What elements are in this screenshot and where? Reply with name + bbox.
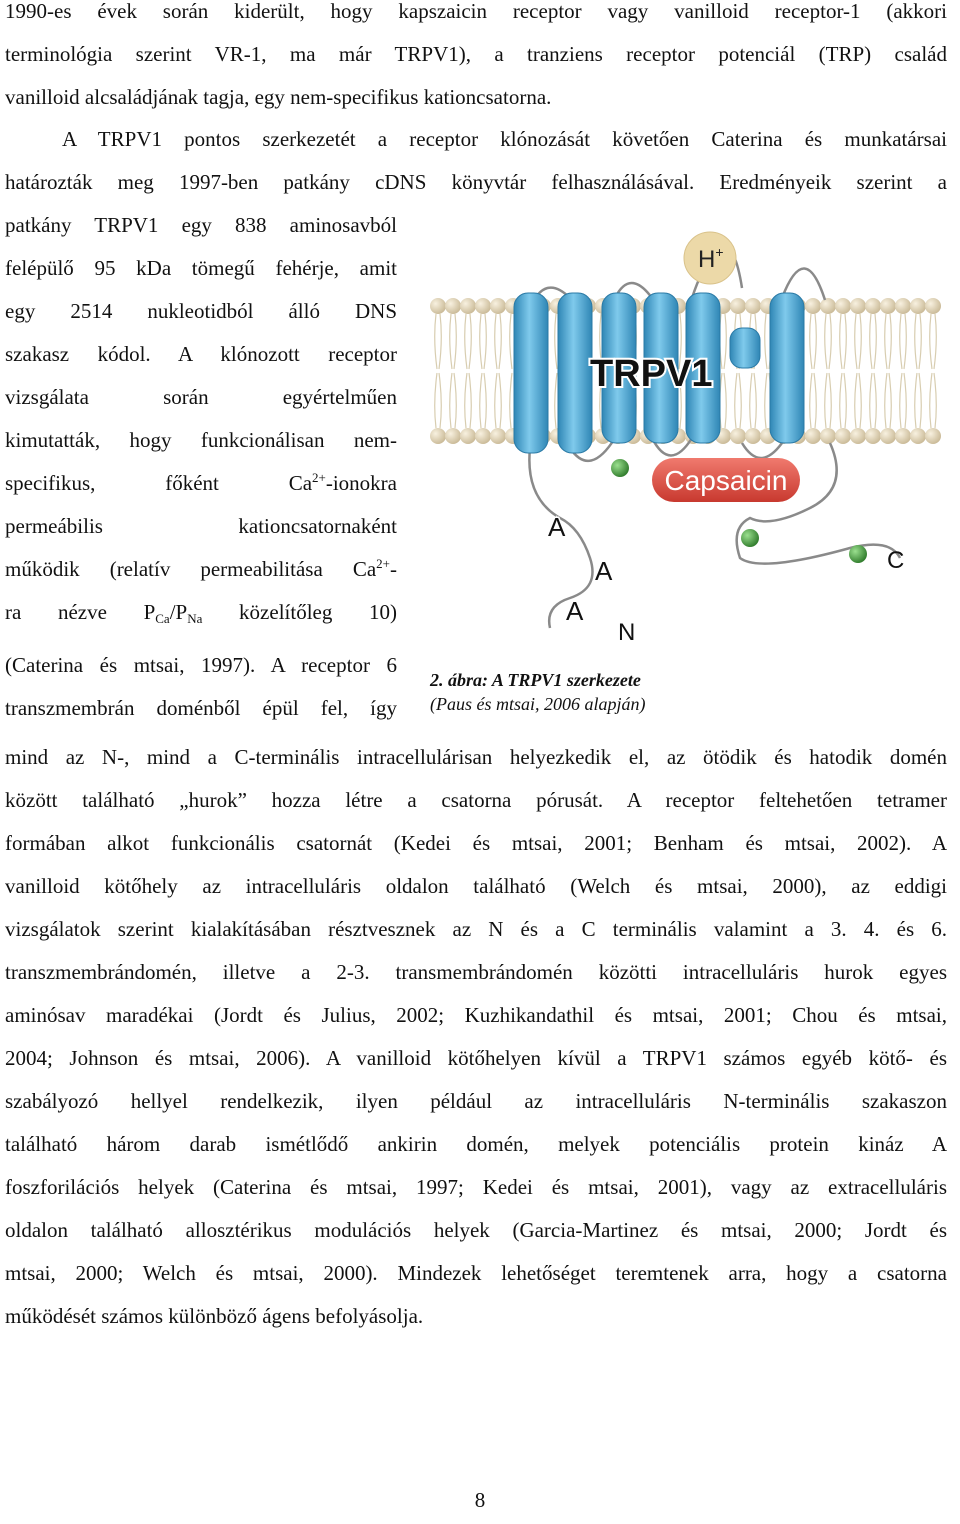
text-run: ra nézve P	[5, 600, 156, 624]
n-terminal-label: N	[618, 619, 636, 646]
lipid-head	[820, 298, 836, 314]
text-run: /P	[169, 600, 188, 624]
text-line: transzmembrán doménből épül fel, így	[5, 696, 397, 720]
lipid-tail	[435, 314, 442, 428]
subscript: Na	[187, 611, 203, 626]
trpv1-figure	[430, 228, 950, 658]
lipid-tail	[480, 314, 487, 428]
lipid-head	[910, 428, 926, 444]
lipid-head	[880, 428, 896, 444]
helix-2	[558, 293, 592, 453]
paragraph-2-continued	[5, 736, 947, 1338]
pore-helix	[730, 328, 760, 368]
text-line: vizsgálata során egyértelműen	[5, 385, 397, 409]
lipid-head	[490, 298, 506, 314]
helix-6	[770, 293, 804, 443]
lipid-tail	[840, 314, 847, 428]
lipid-tail	[855, 314, 862, 428]
lipid-head	[865, 298, 881, 314]
text-run: főként	[165, 471, 219, 495]
lipid-head	[445, 298, 461, 314]
text-line: között található „hurok” hozza létre a csatorna pórusát. A receptor feltehetően tetramer	[5, 788, 947, 812]
text-line: egy 2514 nukleotidból álló DNS	[5, 299, 397, 323]
text-line: (Caterina és mtsai, 1997). A receptor 6	[5, 653, 397, 677]
superscript: 2+	[312, 470, 326, 485]
text-line	[5, 591, 397, 634]
text-line: patkány TRPV1 egy 838 aminosavból	[5, 213, 397, 237]
lipid-head	[865, 428, 881, 444]
text-run: specifikus,	[5, 471, 96, 495]
lipid-head	[730, 428, 746, 444]
lipid-head	[430, 298, 446, 314]
text-line: található három darab ismétlődő ankirin domén, melyek potenciális protein kináz A	[5, 1132, 947, 1156]
binding-site-ball	[611, 459, 629, 477]
lipid-head	[895, 298, 911, 314]
lipid-head	[460, 428, 476, 444]
trpv1-diagram	[430, 228, 950, 658]
text-line: 2004; Johnson és mtsai, 2006). A vanilloid kötőhelyen kívül a TRPV1 számos egyéb kötő- és	[5, 1046, 947, 1070]
ankyrin-label-a: A	[548, 512, 566, 542]
lipid-head	[820, 428, 836, 444]
text-line: szabályozó hellyel rendelkezik, ilyen például az intracelluláris N-terminális szakaszon	[5, 1089, 947, 1113]
text-line: vanilloid alcsaládjának tagja, egy nem-specifikus kationcsatorna.	[5, 85, 552, 109]
paragraph-2-intro	[5, 118, 947, 204]
text-run: működik (relatív permeabilitása Ca	[5, 557, 377, 581]
binding-site-ball	[849, 545, 867, 563]
text-line: oldalon található allosztérikus modulációs helyek (Garcia-Martinez és mtsai, 2000; Jordt és	[5, 1218, 947, 1242]
text-run: kationcsatornaként	[238, 514, 397, 538]
lipid-head	[430, 428, 446, 444]
lipid-head	[895, 428, 911, 444]
lipid-head	[490, 428, 506, 444]
text-line	[5, 505, 397, 548]
capsaicin-label: Capsaicin	[664, 465, 788, 496]
lipid-head	[805, 298, 821, 314]
text-run: $Ca^{2+}$-ionokra	[288, 470, 398, 495]
text-line: határozták meg 1997-ben patkány cDNS könyvtár felhasználásával. Eredményeik szerint a	[5, 170, 947, 194]
text-line: terminológia szerint VR-1, ma már TRPV1), a tranziens receptor potenciál (TRP) család	[5, 42, 947, 66]
text-line	[5, 548, 397, 591]
caption-title: 2. ábra: A TRPV1 szerkezete	[430, 670, 641, 690]
text-run: közelítőleg 10)	[202, 600, 397, 624]
lipid-head	[835, 298, 851, 314]
lipid-head	[460, 298, 476, 314]
text-line: szakasz kódol. A klónozott receptor	[5, 342, 397, 366]
lipid-head	[805, 428, 821, 444]
lipid-head	[850, 428, 866, 444]
text-line: vizsgálatok szerint kialakításában résztvesznek az N és a C terminális valamint a 3. 4. és 6.	[5, 917, 947, 941]
lipid-tail	[930, 314, 937, 428]
text-line: működését számos különböző ágens befolyásolja.	[5, 1304, 424, 1328]
lipid-head	[730, 298, 746, 314]
lipid-tail	[720, 314, 727, 428]
lipid-head	[835, 428, 851, 444]
lipid-head	[475, 298, 491, 314]
text-line: A TRPV1 pontos szerkezetét a receptor klónozását követően Caterina és munkatársai	[62, 127, 947, 151]
helix-1	[514, 293, 548, 453]
lipid-head	[475, 428, 491, 444]
text-line: formában alkot funkcionális csatornát (Kedei és mtsai, 2001; Benham és mtsai, 2002). A	[5, 831, 947, 855]
ankyrin-label-a: A	[566, 596, 584, 626]
lipid-tail	[450, 314, 457, 428]
lipid-head	[925, 298, 941, 314]
lipid-tail	[465, 314, 472, 428]
figure-caption	[430, 668, 950, 716]
lipid-head	[445, 428, 461, 444]
lipid-head	[745, 298, 761, 314]
hplus-label: H+	[698, 244, 724, 273]
text-line: vanilloid kötőhely az intracelluláris oldalon található (Welch és mtsai, 2000), az eddigi	[5, 874, 947, 898]
text-line: aminósav maradékai (Jordt és Julius, 2002; Kuzhikandathil és mtsai, 2001; Chou és mtsai,	[5, 1003, 947, 1027]
text-line: 1990-es évek során kiderült, hogy kapszaicin receptor vagy vanilloid receptor-1 (akkori	[5, 0, 947, 23]
text-line: foszforilációs helyek (Caterina és mtsai, 1997; Kedei és mtsai, 2001), vagy az extracelluláris	[5, 1175, 947, 1199]
lipid-head	[745, 428, 761, 444]
text-run: -	[390, 557, 397, 581]
lipid-head	[925, 428, 941, 444]
lipid-tail	[825, 314, 832, 428]
lipid-tail	[495, 314, 502, 428]
lipid-tail	[900, 314, 907, 428]
text-line: felépülő 95 kDa tömegű fehérje, amit	[5, 256, 397, 280]
text-line: transzmembrándomén, illetve a 2-3. transmembrándomén közötti intracelluláris hurok egyes	[5, 960, 947, 984]
lipid-head	[880, 298, 896, 314]
paragraph-1	[5, 0, 947, 119]
subscript: Ca	[155, 611, 170, 626]
page-number: 8	[474, 1488, 486, 1512]
text-run: permeábilis	[5, 514, 103, 538]
ankyrin-label-a: A	[595, 556, 613, 586]
lipid-tail	[810, 314, 817, 428]
lipid-head	[910, 298, 926, 314]
text-line: mtsai, 2000; Welch és mtsai, 2000). Mindezek lehetőséget teremtenek arra, hogy a csatorna	[5, 1261, 947, 1285]
lipid-tail	[915, 314, 922, 428]
caption-source: (Paus és mtsai, 2006 alapján)	[430, 694, 646, 714]
lipid-tail	[870, 314, 877, 428]
text-line: mind az N-, mind a C-terminális intracellulárisan helyezkedik el, az ötödik és hatodik domén	[5, 745, 947, 769]
lipid-tail	[885, 314, 892, 428]
paragraph-2-narrow	[5, 204, 397, 730]
binding-site-ball	[741, 529, 759, 547]
trpv1-label: TRPV1	[590, 353, 713, 395]
superscript: 2+	[376, 556, 390, 571]
hplus-badge	[684, 232, 736, 284]
c-terminal-label: C	[887, 547, 905, 574]
text-line	[5, 462, 397, 505]
text-line: kimutatták, hogy funkcionálisan nem-	[5, 428, 397, 452]
capsaicin-badge	[652, 458, 800, 502]
lipid-head	[850, 298, 866, 314]
